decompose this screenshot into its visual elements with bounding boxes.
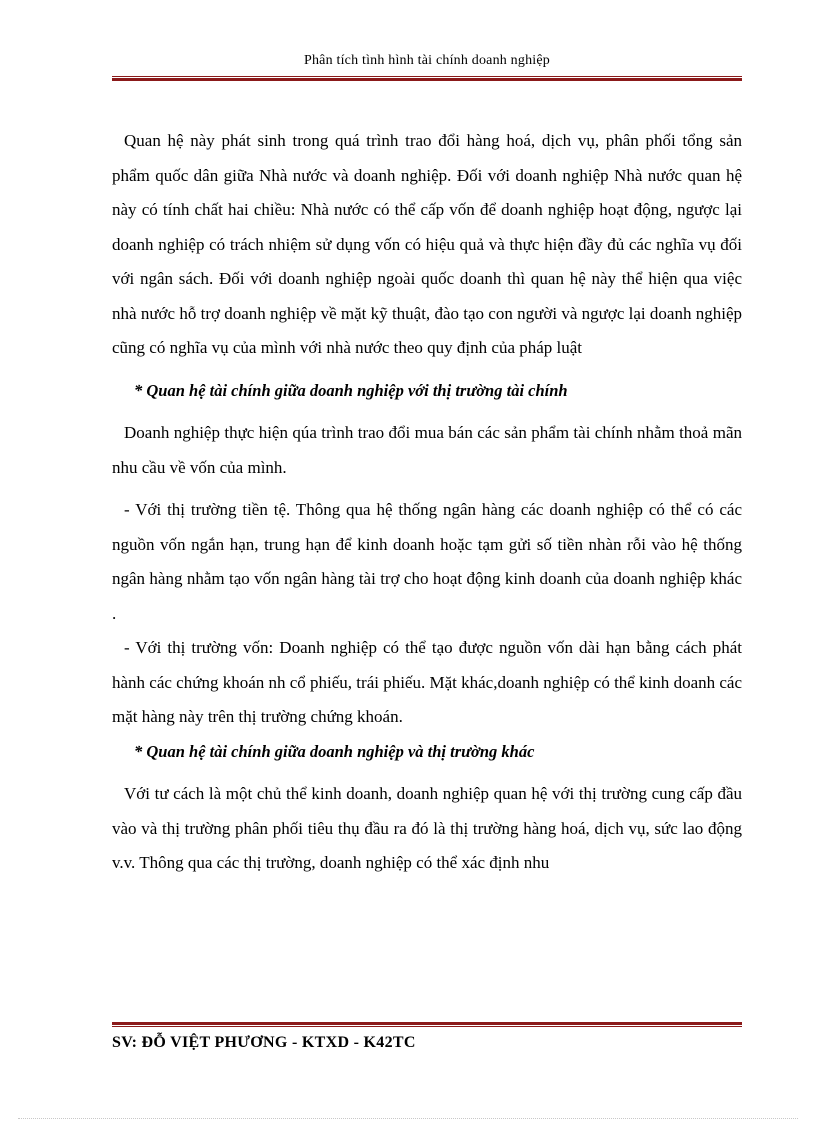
- paragraph-money-market: - Với thị trường tiền tệ. Thông qua hệ thống ngân hàng các doanh nghiệp có thể có các nguồn vốn ngắn hạn, trung hạn để kinh doanh hoặc tạm gửi số tiền nhàn rỗi vào hệ thống ngân hàng nhằm tạo vốn ngân hàng tài trợ cho hoạt động kinh doanh của doanh nghiệp khác .: [112, 500, 742, 623]
- footer-divider: [112, 1022, 742, 1027]
- page-header-title: Phân tích tình hình tài chính doanh nghiệp: [304, 53, 550, 68]
- section-heading-financial-market: * Quan hệ tài chính giữa doanh nghiệp với thị trường tài chính: [134, 380, 568, 400]
- paragraph-state-relation: Quan hệ này phát sinh trong quá trình trao đổi hàng hoá, dịch vụ, phân phối tổng sản phẩm quốc dân giữa Nhà nước và doanh nghiệp. Đối với doanh nghiệp Nhà nước quan hệ này có tính chất hai chiều: Nhà nước có thể cấp vốn để doanh nghiệp hoạt động, ngược lại doanh nghiệp có trách nhiệm sử dụng vốn có hiệu quả và thực hiện đầy đủ các nghĩa vụ đối với ngân sách. Đối với doanh nghiệp ngoài quốc doanh thì quan hệ này thể hiện qua việc nhà nước hỗ trợ doanh nghiệp về mặt kỹ thuật, đào tạo con người và ngược lại doanh nghiệp cũng có nghĩa vụ của mình với nhà nước theo quy định của pháp luật: [112, 131, 742, 357]
- header-divider: [112, 76, 742, 81]
- paragraph-financial-market-intro: Doanh nghiệp thực hiện qúa trình trao đổi mua bán các sản phẩm tài chính nhằm thoả mãn nhu cầu về vốn của mình.: [112, 423, 742, 477]
- paragraph-capital-market: - Với thị trường vốn: Doanh nghiệp có thể tạo được nguồn vốn dài hạn bằng cách phát hành các chứng khoán nh cổ phiếu, trái phiếu. Mặt khác,doanh nghiệp có thể kinh doanh các mặt hàng này trên thị trường chứng khoán.: [112, 638, 742, 726]
- page-bottom-dotted-line: [18, 1118, 798, 1119]
- document-body: [112, 124, 742, 881]
- paragraph-other-markets: Với tư cách là một chủ thể kinh doanh, doanh nghiệp quan hệ với thị trường cung cấp đầu vào và thị trường phân phối tiêu thụ đầu ra đó là thị trường hàng hoá, dịch vụ, sức lao động v.v. Thông qua các thị trường, doanh nghiệp có thể xác định nhu: [112, 784, 742, 872]
- section-heading-other-markets: * Quan hệ tài chính giữa doanh nghiệp và thị trường khác: [134, 741, 535, 761]
- page-footer-author: SV: ĐỖ VIỆT PHƯƠNG - KTXD - K42TC: [112, 1034, 416, 1051]
